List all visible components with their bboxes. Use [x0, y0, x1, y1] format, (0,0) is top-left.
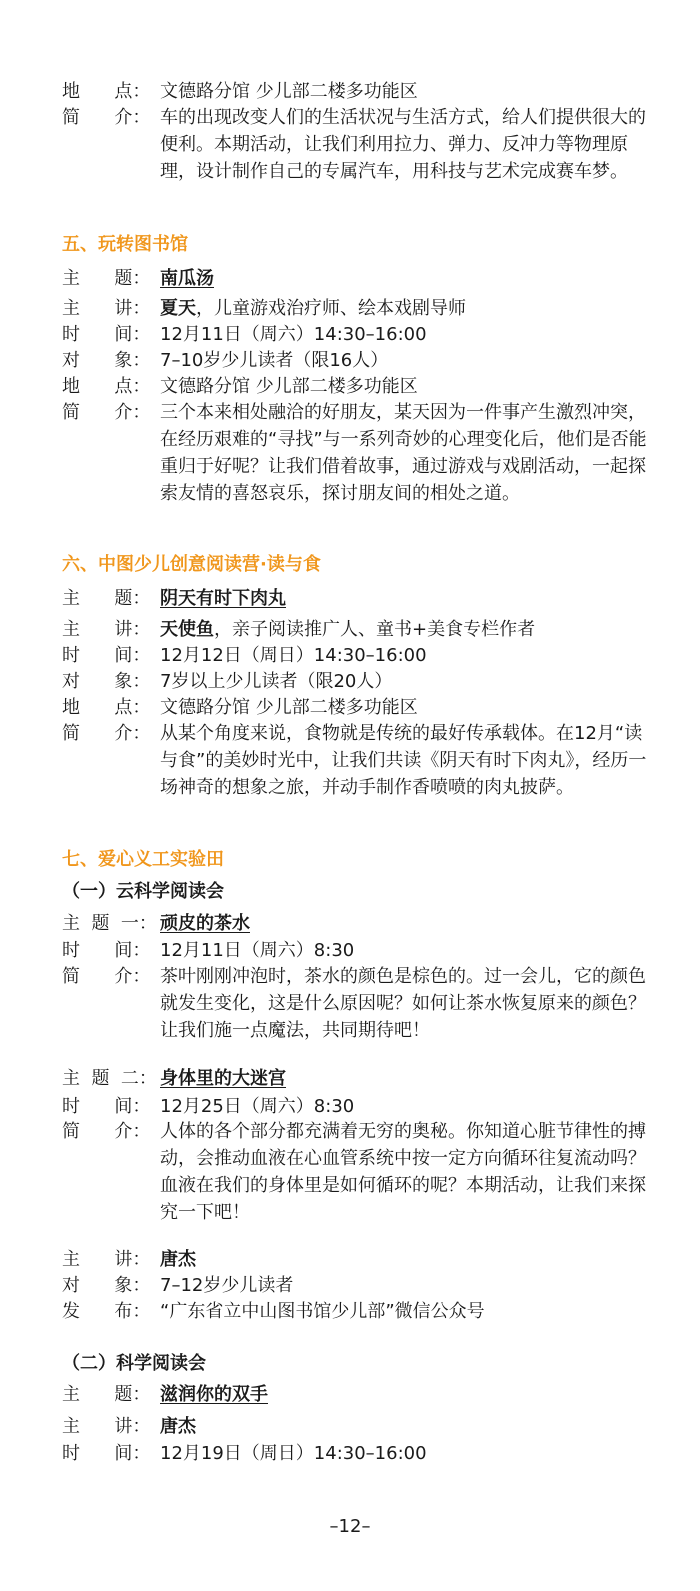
- field-label: 地 点：: [62, 81, 151, 102]
- field-label: 地 点：: [62, 376, 151, 397]
- speaker-name: 夏天: [160, 298, 196, 319]
- field-value: 文德路分馆 少儿部二楼多功能区: [160, 81, 418, 102]
- field-value: 文德路分馆 少儿部二楼多功能区: [160, 697, 418, 718]
- subsection-heading: （一）云科学阅读会: [62, 881, 224, 902]
- field-value: 12月12日（周日）14:30–16:00: [160, 645, 427, 666]
- field-label: 简 介：: [62, 966, 151, 987]
- theme-title: 身体里的大迷宫: [160, 1068, 286, 1089]
- speaker-name: 唐杰: [160, 1249, 196, 1270]
- theme-title: 滋润你的双手: [160, 1384, 268, 1405]
- speaker-desc: ，儿童游戏治疗师、绘本戏剧导师: [196, 298, 466, 319]
- field-value: 人体的各个部分都充满着无穷的奥秘。你知道心脏节律性的搏动，会推动血液在心血管系统中按一定方向循环往复流动吗？血液在我们的身体里是如何循环的呢？本期活动，让我们来探究一下吧！: [160, 1121, 646, 1223]
- field-value: 车的出现改变人们的生活状况与生活方式，给人们提供很大的便利。本期活动，让我们利用拉力、弹力、反冲力等物理原理，设计制作自己的专属汽车，用科技与艺术完成赛车梦。: [160, 107, 646, 182]
- field-value: [160, 616, 652, 643]
- field-value: 茶叶刚刚冲泡时，茶水的颜色是棕色的。过一会儿，它的颜色就发生变化，这是什么原因呢？如何让茶水恢复原来的颜色？让我们施一点魔法，共同期待吧！: [160, 966, 646, 1041]
- field-value: 三个本来相处融洽的好朋友，某天因为一件事产生激烈冲突，在经历艰难的“寻找”与一系列奇妙的心理变化后，他们是否能重归于好呢？让我们借着故事，通过游戏与戏剧活动，一起探索友情的喜怒哀乐，探讨朋友间的相处之道。: [160, 402, 647, 504]
- field-label: 对 象：: [62, 671, 151, 692]
- page-number: –12–: [329, 1516, 371, 1537]
- field-label: 发 布：: [62, 1301, 151, 1322]
- field-value: 7–12岁少儿读者: [160, 1275, 294, 1296]
- field-label: 时 间：: [62, 1096, 151, 1117]
- theme-title: 南瓜汤: [160, 268, 214, 289]
- field-label: 主 讲：: [62, 1249, 151, 1270]
- field-label: 主 题：: [62, 1384, 151, 1405]
- field-value: 12月25日（周六）8:30: [160, 1096, 355, 1117]
- speaker-name: 天使鱼: [160, 619, 214, 640]
- field-value: 7–10岁少儿读者（限16人）: [160, 350, 389, 371]
- field-value: 12月19日（周日）14:30–16:00: [160, 1443, 427, 1464]
- theme-title: 阴天有时下肉丸: [160, 588, 286, 609]
- field-label: 时 间：: [62, 645, 151, 666]
- field-value: 12月11日（周六）8:30: [160, 940, 355, 961]
- field-label: 主 讲：: [62, 619, 151, 640]
- section-heading: 五、玩转图书馆: [62, 234, 188, 255]
- speaker-desc: ，亲子阅读推广人、童书+美食专栏作者: [214, 619, 536, 640]
- field-value: “广东省立中山图书馆少儿部”微信公众号: [160, 1301, 485, 1322]
- field-label: 简 介：: [62, 402, 151, 423]
- section-heading: 七、爱心义工实验田: [62, 849, 224, 870]
- field-label: 对 象：: [62, 350, 151, 371]
- field-label: 地 点：: [62, 697, 151, 718]
- field-label: 主 讲：: [62, 1416, 151, 1437]
- field-value: 文德路分馆 少儿部二楼多功能区: [160, 376, 418, 397]
- field-label: 简 介：: [62, 107, 151, 128]
- field-value: 12月11日（周六）14:30–16:00: [160, 324, 427, 345]
- field-value: [160, 295, 652, 322]
- section-heading: 六、中图少儿创意阅读营·读与食: [62, 554, 321, 575]
- field-label: 简 介：: [62, 723, 151, 744]
- field-label: 简 介：: [62, 1121, 151, 1142]
- field-label: 时 间：: [62, 1443, 151, 1464]
- field-label: 主 题：: [62, 588, 151, 609]
- field-value: 7岁以上少儿读者（限20人）: [160, 671, 393, 692]
- subsection-heading: （二）科学阅读会: [62, 1353, 206, 1374]
- field-label: 对 象：: [62, 1275, 151, 1296]
- field-label: 主 题：: [62, 268, 151, 289]
- field-value: 从某个角度来说，食物就是传统的最好传承载体。在12月“读与食”的美妙时光中，让我们共读《阴天有时下肉丸》，经历一场神奇的想象之旅，并动手制作香喷喷的肉丸披萨。: [160, 723, 647, 798]
- field-label: 时 间：: [62, 324, 151, 345]
- field-label: 时 间：: [62, 940, 151, 961]
- field-label: 主 题 一：: [62, 913, 157, 934]
- field-label: 主 题 二：: [62, 1068, 157, 1089]
- speaker-name: 唐杰: [160, 1416, 196, 1437]
- theme-title: 顽皮的茶水: [160, 913, 250, 934]
- field-label: 主 讲：: [62, 298, 151, 319]
